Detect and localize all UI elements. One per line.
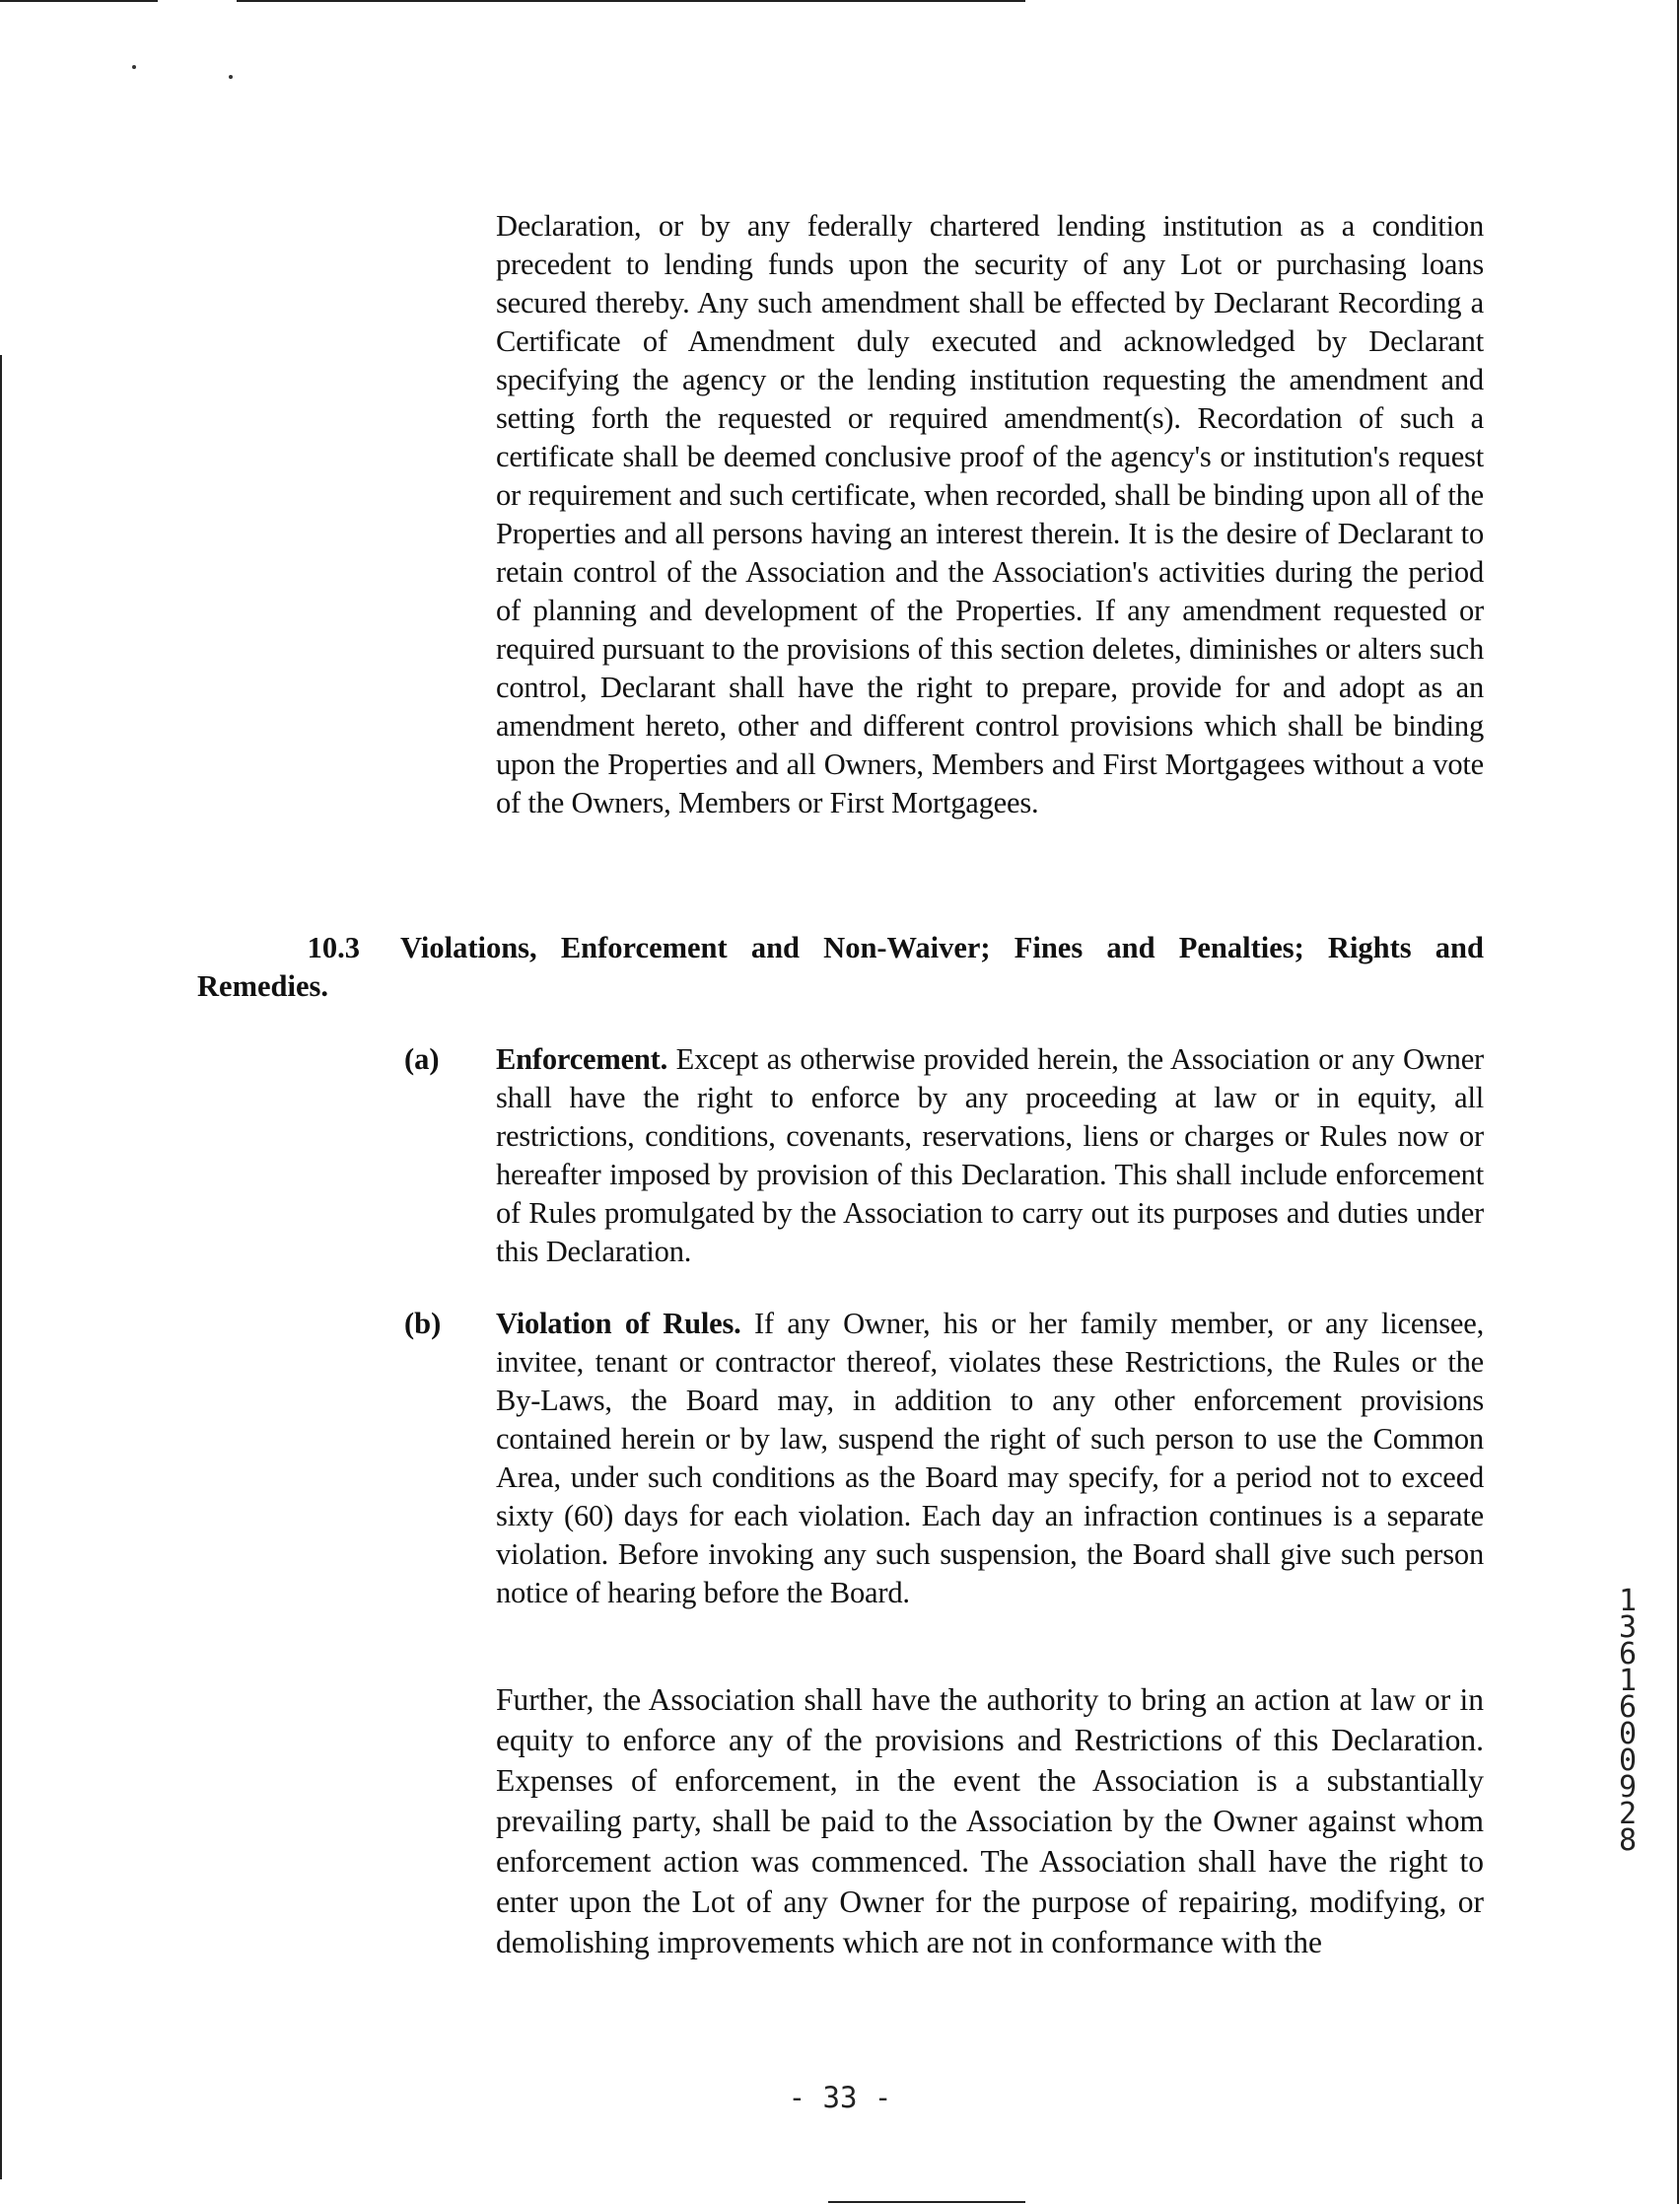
- item-b-continuation: [496, 1679, 1484, 1962]
- paragraph-continued: [496, 207, 1484, 822]
- item-label-b: (b): [404, 1307, 442, 1340]
- item-a-lead: Enforcement.: [496, 1042, 668, 1076]
- item-a-body: Except as otherwise provided herein, the Association or any Owner shall have the right to enforce by any proceeding at law or in equity, all restrictions, conditions, covenants, reservations, liens or charges or Rules now or hereafter imposed by provision of this Declaration. This shall include enforcement of Rules promulgated by the Association to carry out its purposes and duties under this Declaration.: [496, 1042, 1484, 1268]
- continuation-text: Further, the Association shall have the authority to bring an action at law or in equity to enforce any of the provisions and Restrictions of this Declaration. Expenses of enforcement, in the event the Association is a substantially prevailing party, shall be paid to the Association by the Owner against whom enforcement action was commenced. The Association shall have the right to enter upon the Lot of any Owner for the purpose of repairing, modifying, or demolishing improvements which are not in conformance with the: [496, 1682, 1484, 1959]
- page-number: - 33 -: [788, 2081, 892, 2114]
- item-a-text: [496, 1040, 1484, 1271]
- item-b-lead: Violation of Rules.: [496, 1307, 741, 1340]
- scan-edge-left: [0, 355, 2, 2179]
- scan-speck: [132, 65, 136, 69]
- item-b: [496, 1305, 1484, 1612]
- body-text: Declaration, or by any federally chartered lending institution as a condition precedent to lending funds upon the security of any Lot or purchasing loans secured thereby. Any such amendment shall be effected by Declarant Recording a Certificate of Amendment duly executed and acknowledged by Declarant specifying the agency or the lending institution requesting the amendment and setting forth the requested or required amendment(s). Recordation of such a certificate shall be deemed conclusive proof of the agency's or institution's request or requirement and such certificate, when recorded, shall be binding upon all of the Properties and all persons having an interest therein. It is the desire of Declarant to retain control of the Association and the Association's activities during the period of planning and development of the Properties. If any amendment requested or required pursuant to the provisions of this section deletes, diminishes or alters such control, Declarant shall have the right to prepare, provide for and adopt as an amendment hereto, other and different control provisions which shall be binding upon the Properties and all Owners, Members and First Mortgagees without a vote of the Owners, Members or First Mortgagees.: [496, 209, 1484, 819]
- scan-speck: [229, 75, 233, 79]
- item-a: [496, 1040, 1484, 1271]
- item-b-body: If any Owner, his or her family member, or any licensee, invitee, tenant or contractor thereof, violates these Restrictions, the Rules or the By-Laws, the Board may, in addition to any other enforcement provisions contained herein or by law, suspend the right of such person to use the Common Area, under such conditions as the Board may specify, for a period not to exceed sixty (60) days for each violation. Each day an infraction continues is a separate violation. Before invoking any such suspension, the Board shall give such person notice of hearing before the Board.: [496, 1307, 1484, 1609]
- scan-edge-top-right: [237, 0, 1025, 2]
- scan-edge-bottom: [828, 2201, 1025, 2203]
- item-label-a: (a): [404, 1042, 440, 1076]
- section-number: 10.3: [307, 931, 360, 964]
- section-title-line2: Remedies.: [197, 969, 328, 1003]
- section-title-line1: Violations, Enforcement and Non-Waiver; Fines and Penalties; Rights and: [400, 931, 1484, 964]
- scan-edge-right: [1677, 0, 1679, 2204]
- recording-stamp: 13616 00928: [1618, 1584, 1638, 1858]
- scan-edge-top-left: [0, 0, 158, 2]
- item-b-text: [496, 1305, 1484, 1612]
